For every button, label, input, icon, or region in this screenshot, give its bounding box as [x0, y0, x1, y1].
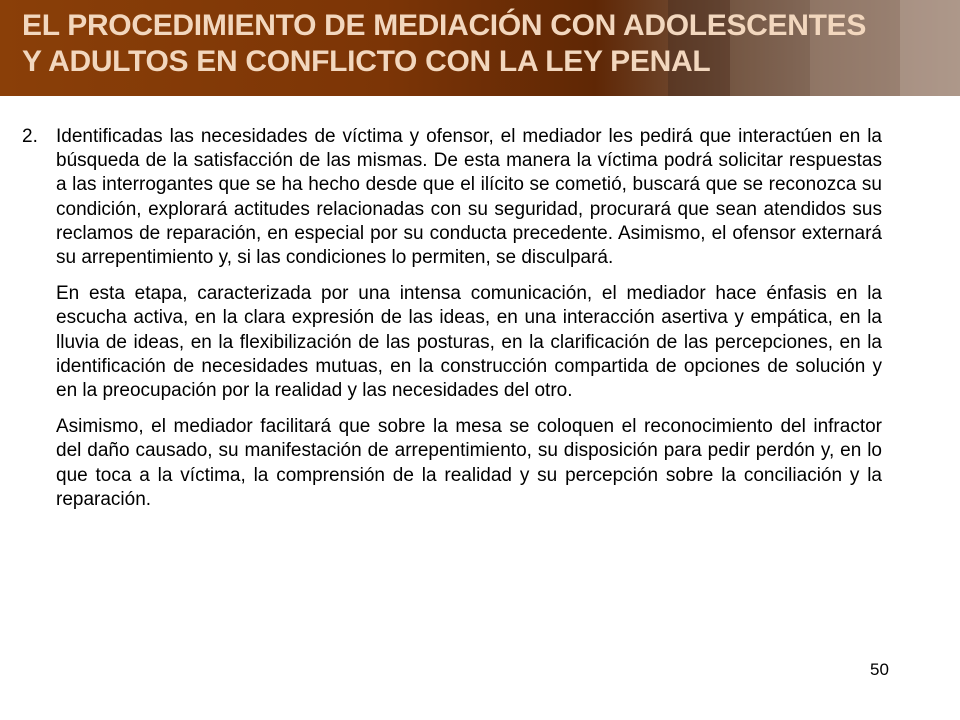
- page-number: 50: [870, 660, 889, 679]
- banner-stripe: [900, 0, 960, 96]
- numbered-item: [22, 125, 882, 270]
- item-paragraph: Identificadas las necesidades de víctima y ofensor, el mediador les pedirá que interactúen en la búsqueda de la satisfacción de las mismas. De esta manera la víctima podrá solicitar respuestas a las interrogantes que se ha hecho desde que el ilícito se cometió, buscará que se reconozca su condición, explorará actitudes relacionadas con su seguridad, procurará que sean atendidos sus reclamos de reparación, en especial por su conducta precedente. Asimismo, el ofensor externará su arrepentimiento y, si las condiciones lo permiten, se disculpará.: [56, 126, 882, 269]
- body-paragraph-2: En esta etapa, caracterizada por una intensa comunicación, el mediador hace énfasis en la escucha activa, en la clara expresión de las ideas, en una interacción asertiva y empática, en la lluvia de ideas, en la flexibilización de las posturas, en la clarificación de las percepciones, en la identificación de necesidades mutuas, en la construcción compartida de opciones de solución y en la preocupación por la realidad y las necesidades del otro.: [56, 283, 882, 402]
- slide-body: [22, 125, 882, 512]
- slide-title-line-2: Y ADULTOS EN CONFLICTO CON LA LEY PENAL: [22, 45, 711, 78]
- item-number: 2.: [22, 126, 38, 147]
- body-paragraph-3: Asimismo, el mediador facilitará que sobre la mesa se coloquen el reconocimiento del infractor del daño causado, su manifestación de arrepentimiento, su disposición para pedir perdón y, en lo que toca a la víctima, la comprensión de la realidad y su percepción sobre la conciliación y la reparación.: [56, 416, 882, 510]
- slide-title-line-1: EL PROCEDIMIENTO DE MEDIACIÓN CON ADOLESCENTES: [22, 9, 867, 42]
- title-banner: [0, 0, 960, 96]
